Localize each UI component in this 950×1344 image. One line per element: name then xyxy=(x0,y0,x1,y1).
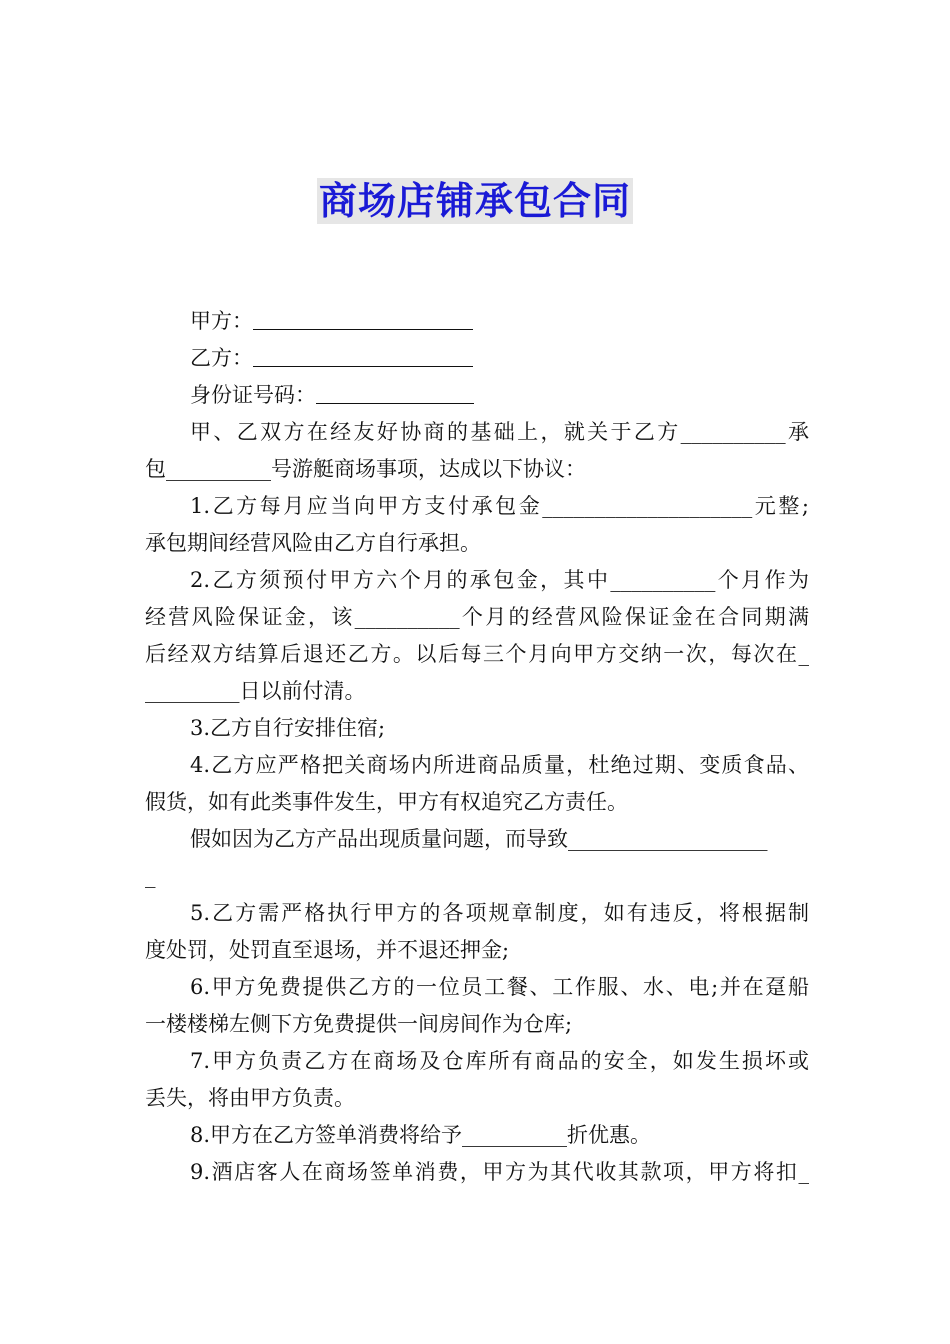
contract-line-text: 2.乙方须预付甲方六个月的承包金，其中__________个月作为 xyxy=(190,568,809,592)
contract-line xyxy=(145,1043,809,1080)
contract-line-text: 1.乙方每月应当向甲方支付承包金____________________元整; xyxy=(190,494,809,518)
contract-line-text: _________日以前付清。 xyxy=(145,679,366,703)
contract-line-text: 6.甲方免费提供乙方的一位员工餐、工作服、水、电;并在趸船 xyxy=(190,975,809,999)
fill-in-blank[interactable] xyxy=(253,308,473,330)
contract-line-text: 一楼楼梯左侧下方免费提供一间房间作为仓库; xyxy=(145,1012,573,1036)
contract-line-text: 经营风险保证金，该__________个月的经营风险保证金在合同期满 xyxy=(145,605,809,629)
contract-line-text: 包__________号游艇商场事项，达成以下协议： xyxy=(145,457,586,481)
contract-line-text: 假如因为乙方产品出现质量问题，而导致___________________ xyxy=(190,827,768,851)
title-container xyxy=(0,178,950,224)
contract-line xyxy=(145,932,809,969)
contract-line xyxy=(145,525,809,562)
contract-line-text: 7.甲方负责乙方在商场及仓库所有商品的安全，如发生损坏或 xyxy=(190,1049,809,1073)
contract-line xyxy=(145,821,809,858)
contract-line xyxy=(145,895,809,932)
contract-line-text: 5.乙方需严格执行甲方的各项规章制度，如有违反，将根据制 xyxy=(190,901,809,925)
contract-line-text: 甲、乙双方在经友好协商的基础上，就关于乙方__________承 xyxy=(190,420,809,444)
contract-line xyxy=(145,1117,809,1154)
contract-line xyxy=(145,340,809,377)
contract-line xyxy=(145,488,809,525)
contract-line xyxy=(145,414,809,451)
contract-line-text: 甲方： xyxy=(190,309,253,333)
contract-line xyxy=(145,710,809,747)
contract-line-text: 4.乙方应严格把关商场内所进商品质量，杜绝过期、变质食品、 xyxy=(190,753,809,777)
contract-body xyxy=(145,303,809,1191)
contract-line-text: 9.酒店客人在商场签单消费，甲方为其代收其款项，甲方将扣_ xyxy=(190,1160,809,1184)
contract-line xyxy=(145,1006,809,1043)
contract-line-text: 身份证号码： xyxy=(190,383,316,407)
contract-line-text: 度处罚，处罚直至退场，并不退还押金; xyxy=(145,938,510,962)
contract-line xyxy=(145,747,809,784)
contract-line xyxy=(145,636,809,673)
contract-line xyxy=(145,969,809,1006)
contract-line xyxy=(145,377,809,414)
contract-line xyxy=(145,562,809,599)
contract-line-text: 丢失，将由甲方负责。 xyxy=(145,1086,355,1110)
contract-line-text: 8.甲方在乙方签单消费将给予__________折优惠。 xyxy=(190,1123,652,1147)
contract-line xyxy=(145,303,809,340)
contract-line-text: 3.乙方自行安排住宿; xyxy=(190,716,386,740)
document-title: 商场店铺承包合同 xyxy=(318,179,631,223)
contract-line xyxy=(145,784,809,821)
contract-line xyxy=(145,599,809,636)
fill-in-blank[interactable] xyxy=(316,382,474,404)
contract-line xyxy=(145,1080,809,1117)
contract-line-text: 承包期间经营风险由乙方自行承担。 xyxy=(145,531,481,555)
fill-in-blank[interactable] xyxy=(253,345,473,367)
contract-line xyxy=(145,858,809,895)
contract-line-text: 乙方： xyxy=(190,346,253,370)
contract-line xyxy=(145,451,809,488)
contract-line-text: 假货，如有此类事件发生，甲方有权追究乙方责任。 xyxy=(145,790,628,814)
contract-line-text: 后经双方结算后退还乙方。以后每三个月向甲方交纳一次，每次在_ xyxy=(145,642,809,666)
contract-line-text: _ xyxy=(145,864,156,888)
contract-line xyxy=(145,1154,809,1191)
contract-line xyxy=(145,673,809,710)
